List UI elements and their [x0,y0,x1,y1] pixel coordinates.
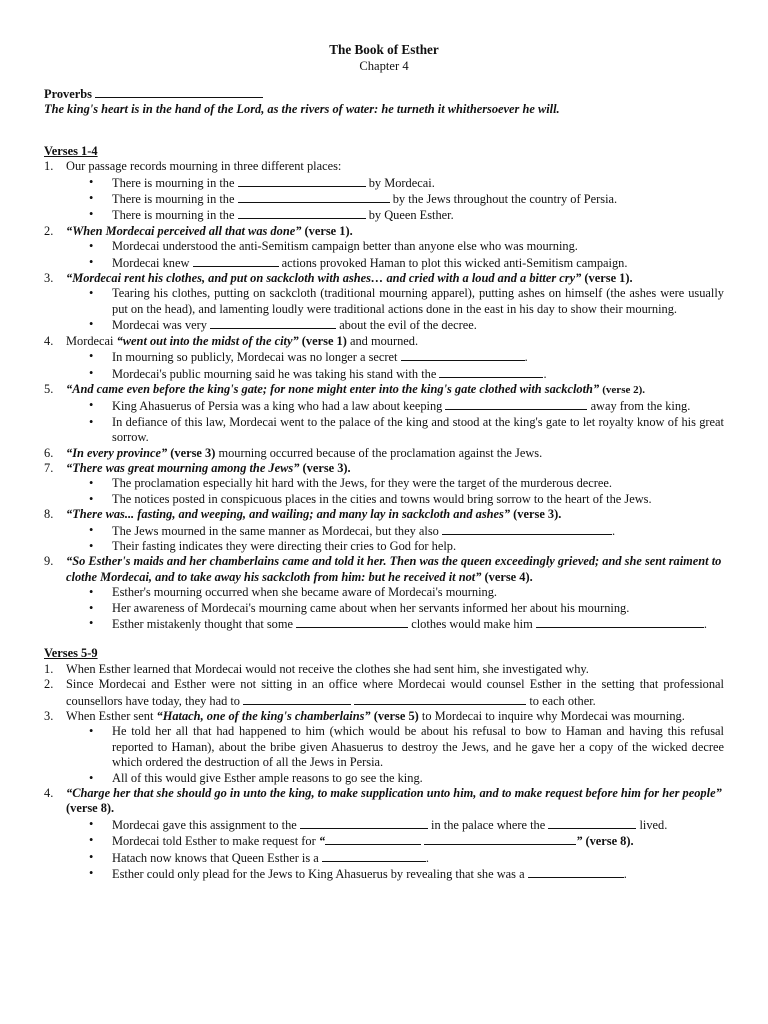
sub-text: in the palace where the [431,817,546,832]
sub-text: lived. [639,817,668,832]
scripture-quote: “There was great mourning among the Jews” [66,460,300,475]
verse-ref: (verse 1). [304,223,353,238]
sub-text: There is mourning in the [112,192,235,207]
sub-text: The Jews mourned in the same manner as Mordecai, but they also [112,523,439,538]
sub-text: There is mourning in the [112,208,235,223]
sub-list [66,175,724,224]
sub-list [66,286,724,333]
chapter-subtitle: Chapter 4 [359,59,409,73]
fill-blank [445,398,587,410]
section-2-list [44,662,724,883]
item-number: 9. [44,554,54,569]
verse-ref: (verse 5) [373,709,419,724]
verse-ref: (verse 3). [513,507,562,522]
sub-text: actions provoked Haman to plot this wicked anti-Semitism campaign. [281,255,628,270]
fill-blank [243,693,351,705]
sub-text: by Mordecai. [368,175,435,190]
sub-text: All of this would give Esther ample reasons to go see the king. [112,770,423,785]
item-number: 1. [44,159,54,174]
quote-mark: ” [576,834,583,849]
fill-blank [238,191,390,203]
sub-item: • Mordecai gave this assignment to the in the palace where the lived. [89,816,668,832]
sub-list [66,523,724,555]
fill-blank [424,833,576,845]
sub-text: Her awareness of Mordecai's mourning came about when her servants informed her about his mourning. [112,600,630,615]
sub-text: Their fasting indicates they were directing their cries to God for help. [112,538,457,553]
item-number: 3. [44,271,54,286]
fill-blank [354,693,526,705]
sub-item: • There is mourning in the by Mordecai. [89,174,435,190]
verse-ref: (verse 3). [302,460,351,475]
sub-text: . [524,350,528,365]
item-text: mourning occurred because of the proclamation against the Jews. [218,445,543,460]
scripture-quote: “When Mordecai perceived all that was done” [66,223,302,238]
sub-item: • The proclamation especially hit hard with the Jews, for they were the target of the murderous decree. [89,476,613,491]
sub-item: • Mordecai understood the anti-Semitism campaign better than anyone else who was mourning. [89,239,578,254]
fill-blank [238,175,366,187]
verse-ref: (verse 1). [584,271,633,286]
fill-blank [193,255,279,267]
sub-text: Mordecai told Esther to make request for [112,834,316,849]
item-number: 8. [44,507,54,522]
sub-item: • There is mourning in the by Queen Esther. [89,207,454,223]
sub-text: by the Jews throughout the country of Persia. [392,192,618,207]
fill-blank [442,523,612,535]
sub-item: • Mordecai knew actions provoked Haman to plot this wicked anti-Semitism campaign. [89,254,628,270]
item-text: Mordecai [66,333,114,348]
scripture-quote: “Hatach, one of the king's chamberlains” [156,709,371,724]
scripture-quote: “went out into the midst of the city” [116,333,299,348]
item-text: When Esther learned that Mordecai would not receive the clothes she had sent him, she investigated why. [66,661,589,676]
fill-blank [210,317,336,329]
item-number: 1. [44,661,54,676]
sub-text: about the evil of the decree. [339,318,477,333]
proverbs-line [44,86,724,102]
list-item [44,662,724,677]
list-item [44,159,724,224]
sub-item: • The Jews mourned in the same manner as Mordecai, but they also . [89,522,616,538]
sub-list [66,817,724,883]
fill-blank [528,866,624,878]
list-item [44,554,724,632]
sub-list [66,239,724,271]
list-item [44,334,724,382]
sub-item: • Tearing his clothes, putting on sackcloth (traditional mourning apparel), putting ashes on himself (the ashes were usually put on the head), and lamenting loudly were traditional actions done in the east in his day to show their mourning. [89,286,724,316]
sub-item: • Hatach now knows that Queen Esther is a . [89,849,430,865]
fill-blank [548,817,636,829]
sub-text: Esther could only plead for the Jews to King Ahasuerus by revealing that she was a [112,867,525,882]
item-text: to Mordecai to inquire why Mordecai was mourning. [421,709,685,724]
proverbs-label: Proverbs [44,87,92,101]
list-item [44,709,724,786]
item-number: 2. [44,677,54,692]
list-item [44,507,724,554]
fill-blank [238,207,366,219]
section-1-list [44,159,724,632]
verse-ref: (verse 8). [66,801,115,816]
fill-blank [439,366,543,378]
sub-text: Mordecai gave this assignment to the [112,817,297,832]
verse-ref: (verse 8). [585,834,634,849]
list-item [44,271,724,334]
sub-text: . [703,617,707,631]
fill-blank [296,616,408,628]
sub-list [66,349,724,382]
sub-text: away from the king. [590,399,691,414]
fill-blank [401,349,525,361]
quote-mark: “ [318,834,326,849]
list-item [44,382,724,446]
fill-blank [300,817,428,829]
scripture-quote: “And came even before the king's gate; for none might enter into the king's gate clothed with sackcloth” [66,381,600,396]
section-heading-verses-5-9: Verses 5-9 [44,646,98,661]
item-number: 3. [44,709,54,724]
sub-item: • Mordecai told Esther to make request for “ ” (verse 8). [89,833,634,849]
sub-text: The proclamation especially hit hard with the Jews, for they were the target of the murderous decree. [112,476,613,491]
list-item [44,446,724,461]
sub-item: • Their fasting indicates they were directing their cries to God for help. [89,538,457,553]
list-item [44,786,724,882]
item-number: 6. [44,445,54,460]
sub-list [66,724,724,786]
sub-list [66,398,724,445]
list-item [44,461,724,507]
sub-item: • He told her all that had happened to him (which would be about his refusal to bow to Haman and having this refusal reported to Haman), about the bribe given Ahasuerus to destroy the Jews, and he gave her a copy of the wicked decree which ordered the destruction of all the Jews in Persia. [89,724,724,770]
sub-text: Mordecai knew [112,255,190,270]
section-heading-verses-1-4: Verses 1-4 [44,143,98,158]
sub-text: In defiance of this law, Mordecai went to the palace of the king and stood at the king's gate to let royalty know of his great sorrow. [112,414,724,445]
document-title: The Book of Esther [329,42,439,57]
sub-text: by Queen Esther. [368,208,454,223]
sub-item: • The notices posted in conspicuous places in the cities and towns would bring sorrow to the heart of the Jews. [89,491,652,506]
item-text: When Esther sent [66,709,154,724]
sub-item: • All of this would give Esther ample reasons to go see the king. [89,770,423,785]
sub-item: • Esther mistakenly thought that some clothes would make him . [89,616,707,631]
sub-text: . [543,366,547,381]
sub-text: clothes would make him [411,617,533,631]
scripture-quote: “Mordecai rent his clothes, and put on sackcloth with ashes… and cried with a loud and a bitter cry” [66,271,582,286]
scripture-quote: “In every province” [66,445,168,460]
sub-text: Tearing his clothes, putting on sackcloth (traditional mourning apparel), putting ashes on himself (the ashes were usually put on the head), and lamenting loudly were traditional actions done in the east in his day to show their mourning. [112,286,724,316]
proverbs-blank [95,86,263,98]
item-number: 4. [44,786,54,801]
sub-text: Esther mistakenly thought that some [112,617,294,631]
sub-text: In mourning so publicly, Mordecai was no longer a secret [112,350,398,365]
verse-ref: (verse 3) [170,445,216,460]
sub-text: There is mourning in the [112,175,235,190]
sub-item: • Esther's mourning occurred when she became aware of Mordecai's mourning. [89,585,497,600]
scripture-quote: “There was... fasting, and weeping, and wailing; and many lay in sackcloth and ashes” [66,507,511,522]
sub-item: • Mordecai's public mourning said he was taking his stand with the . [89,365,547,381]
sub-text: . [425,850,430,865]
verse-ref: (verse 2). [602,383,646,396]
sub-text: Hatach now knows that Queen Esther is a [112,850,319,865]
fill-blank [325,833,421,845]
verse-ref: (verse 1) [301,333,347,348]
item-number: 7. [44,460,54,475]
item-number: 5. [44,381,54,396]
sub-text: . [623,867,627,882]
list-item [44,677,724,709]
sub-item: • King Ahasuerus of Persia was a king who had a law about keeping away from the king. [89,398,691,414]
proverb-verse: The king's heart is in the hand of the Lord, as the rivers of water: he turneth it whithersoever he will. [44,102,560,117]
sub-item: • There is mourning in the by the Jews throughout the country of Persia. [89,191,618,207]
sub-text: . [612,523,616,538]
sub-item: • Her awareness of Mordecai's mourning came about when her servants informed her about his mourning. [89,600,630,615]
item-number: 4. [44,333,54,348]
item-number: 2. [44,223,54,238]
sub-text: Esther's mourning occurred when she became aware of Mordecai's mourning. [112,585,497,600]
sub-item: • Mordecai was very about the evil of the decree. [89,317,477,333]
sub-text: The notices posted in conspicuous places in the cities and towns would bring sorrow to the heart of the Jews. [112,491,652,506]
sub-text: Mordecai's public mourning said he was taking his stand with the [112,366,437,381]
verse-ref: (verse 4). [484,569,533,584]
fill-blank [322,850,426,862]
sub-item: • In defiance of this law, Mordecai went to the palace of the king and stood at the king's gate to let royalty know of his great sorrow. [89,414,724,445]
sub-list [66,585,724,632]
fill-blank [536,616,704,628]
scripture-quote: “So Esther's maids and her chamberlains came and told it her. Then was the queen exceedingly grieved; and she sent raiment to clothe Mordecai, and to take away his sackcloth from him: but he received it not” [66,554,722,584]
item-text: Since Mordecai and Esther were not sitting in an office where Mordecai would counsel Esther in the setting that professional counsellors have today, they had to [66,677,724,708]
sub-text: He told her all that had happened to him (which would be about his refusal to bow to Haman and having this refusal reported to Haman), about the bribe given Ahasuerus to destroy the Jews, and he gave her a copy of the wicked decree which ordered the destruction of all the Jews in Persia. [112,724,724,770]
item-text: to each other. [529,693,596,708]
item-text: and mourned. [349,333,419,348]
list-item [44,224,724,271]
sub-text: Mordecai understood the anti-Semitism campaign better than anyone else who was mourning. [112,239,578,254]
scripture-quote: “Charge her that she should go in unto the king, to make supplication unto him, and to make request before him for her people” [66,786,722,801]
sub-text: Mordecai was very [112,318,207,333]
sub-item: • In mourning so publicly, Mordecai was no longer a secret . [89,349,528,365]
sub-item: • Esther could only plead for the Jews to King Ahasuerus by revealing that she was a . [89,866,627,882]
item-text: Our passage records mourning in three different places: [66,159,342,174]
sub-text: King Ahasuerus of Persia was a king who had a law about keeping [112,399,443,414]
sub-list [66,476,724,507]
